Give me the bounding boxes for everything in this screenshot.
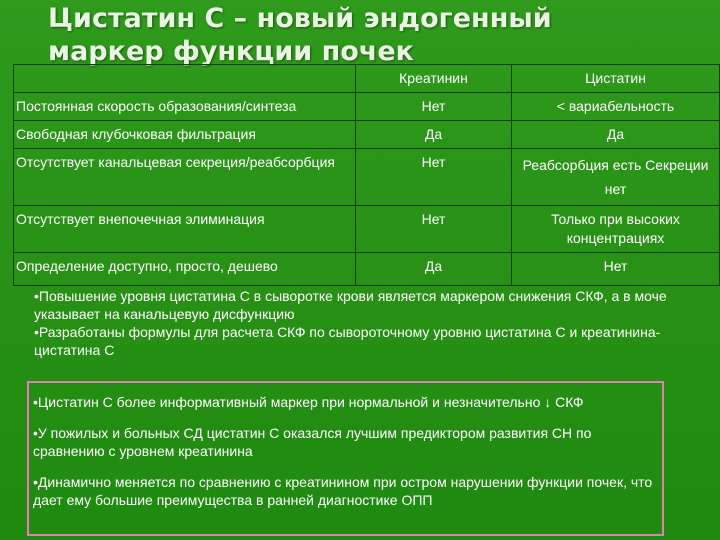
table-row	[14, 93, 720, 121]
box-item: •Цистатин С более информативный маркер при нормальной и незначительно ↓ СКФ	[33, 394, 584, 410]
title-line-2: маркер функции почек	[48, 36, 414, 67]
header-creatinine: Креатинин	[356, 65, 512, 93]
header-empty	[14, 65, 356, 93]
row-label: Свободная клубочковая фильтрация	[14, 121, 356, 149]
row-cystatin: Да	[512, 121, 720, 149]
row-cystatin: Реабсорбция есть Секреции нет	[512, 149, 720, 206]
row-label: Отсутствует канальцевая секреция/реабсорбция	[14, 149, 356, 206]
row-cystatin: < вариабельность	[512, 93, 720, 121]
title-line-1: Цистатин С – новый эндогенный	[48, 3, 552, 34]
row-label: Отсутствует внепочечная элиминация	[14, 206, 356, 253]
row-cystatin: Нет	[512, 253, 720, 286]
notes-section	[34, 287, 674, 359]
table-row	[14, 206, 720, 253]
row-creatinine: Нет	[356, 93, 512, 121]
highlight-box	[27, 381, 664, 536]
comparison-table	[13, 64, 720, 286]
row-label: Определение доступно, просто, дешево	[14, 253, 356, 286]
table-header-row	[14, 65, 720, 93]
row-creatinine: Нет	[356, 206, 512, 253]
table-row	[14, 253, 720, 286]
box-item: •Динамично меняется по сравнению с креатинином при остром нарушении функции почек, что дает ему большие преимущества в ранней диагностике ОПП	[33, 474, 653, 508]
box-item: •У пожилых и больных СД цистатин С оказался лучшим предиктором развития СН по сравнению с уровнем креатинина	[33, 425, 592, 459]
table-row	[14, 121, 720, 149]
row-label: Постоянная скорость образования/синтеза	[14, 93, 356, 121]
note-item: •Повышение уровня цистатина С в сыворотке крови является маркером снижения СКФ, а в моче указывает на канальцевую дисфункцию	[34, 288, 667, 322]
row-cystatin: Только при высоких концентрациях	[512, 206, 720, 253]
note-item: •Разработаны формулы для расчета СКФ по сывороточному уровню цистатина С и креатинина-цистатина С	[34, 324, 661, 358]
row-creatinine: Да	[356, 121, 512, 149]
slide-title	[48, 2, 648, 68]
table-row	[14, 149, 720, 206]
row-creatinine: Нет	[356, 149, 512, 206]
row-creatinine: Да	[356, 253, 512, 286]
header-cystatin: Цистатин	[512, 65, 720, 93]
